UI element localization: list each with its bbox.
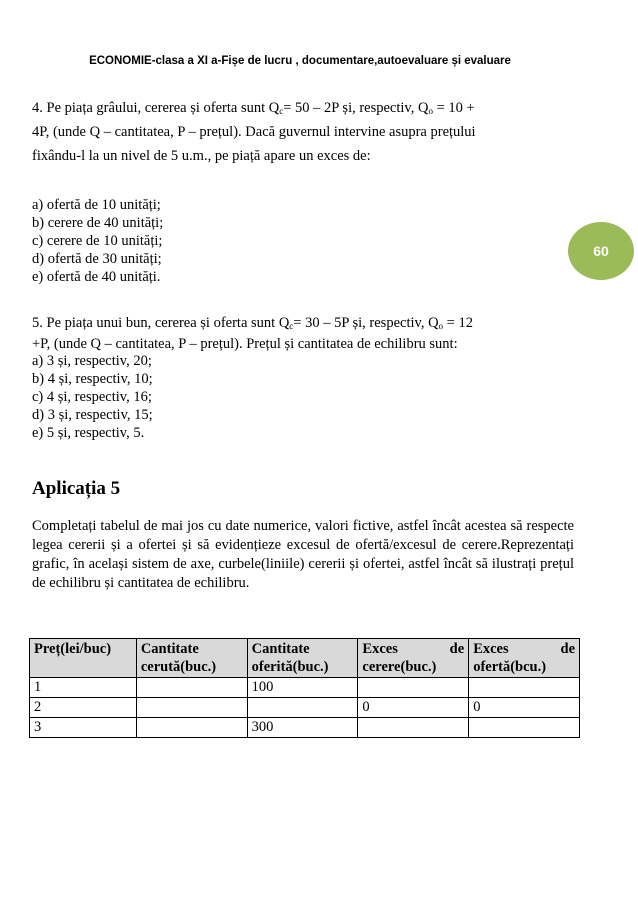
table-row: [30, 698, 580, 718]
q5-line1-post: = 12: [443, 315, 473, 331]
question-4-text: [32, 96, 574, 168]
q5-line1-mid: = 30 – 5P și, respectiv, Q: [293, 315, 439, 331]
supply-demand-table: [29, 638, 580, 738]
application-5-body: [32, 517, 574, 593]
question-5-text: [32, 313, 574, 355]
q5-line1-pre: 5. Pe piața unui bun, cererea și oferta sunt Q: [32, 315, 290, 331]
table-cell[interactable]: 3: [30, 718, 137, 738]
q4-line2: 4P, (unde Q – cantitatea, P – prețul). Dacă guvernul intervine asupra prețului: [32, 124, 476, 140]
question-4-options: [32, 196, 574, 286]
page-number: 60: [593, 243, 609, 259]
question-5: [32, 313, 574, 355]
table-row: [30, 718, 580, 738]
q4-sub-c: c: [279, 106, 284, 116]
header-title: ECONOMIE-clasa a XI a-Fișe de lucru , documentare,autoevaluare și evaluare: [89, 55, 511, 67]
q4-line1-post: = 10 +: [432, 100, 475, 116]
q5-sub-c: c: [289, 321, 294, 331]
q4-line3: fixându-l la un nivel de 5 u.m., pe piață apare un exces de:: [32, 148, 371, 164]
q4-option-a: a) ofertă de 10 unități;: [32, 197, 161, 213]
q4-option-e: e) ofertă de 40 unități.: [32, 269, 161, 285]
header-quantity-demanded: Cantitate cerută(buc.): [136, 639, 247, 678]
q5-sub-o: o: [438, 321, 444, 331]
question-5-options: [32, 352, 574, 442]
q5-option-d: d) 3 și, respectiv, 15;: [32, 407, 153, 423]
table-cell[interactable]: [247, 698, 358, 718]
q5-option-a: a) 3 și, respectiv, 20;: [32, 353, 152, 369]
table-cell[interactable]: 0: [358, 698, 469, 718]
table-cell[interactable]: [136, 698, 247, 718]
table-row: [30, 678, 580, 698]
table-cell[interactable]: [136, 678, 247, 698]
table-cell[interactable]: 1: [30, 678, 137, 698]
page-number-badge: [568, 222, 634, 280]
q4-line1-pre: 4. Pe piața grâului, cererea și oferta sunt Q: [32, 100, 280, 116]
q4-option-b: b) cerere de 40 unități;: [32, 215, 164, 231]
table-cell[interactable]: [358, 718, 469, 738]
q4-line1-mid: = 50 – 2P și, respectiv, Q: [283, 100, 429, 116]
header-excess-demand: Exces de cerere(buc.): [358, 639, 469, 678]
table-cell[interactable]: 0: [469, 698, 580, 718]
application-text: Completați tabelul de mai jos cu date numerice, valori fictive, astfel încât acestea să respecte legea cererii și a ofertei și să evidențieze excesul de ofertă/excesul de cerere.Reprezentați grafic, în același sistem de axe, curbele(liniile) cererii și ofertei, astfel încât să ilustrați prețul de echilibru și cantitatea de echilibru.: [32, 518, 574, 591]
header-excess-supply: Exces de ofertă(bcu.): [469, 639, 580, 678]
q4-sub-o: o: [428, 106, 433, 116]
q5-option-c: c) 4 și, respectiv, 16;: [32, 389, 152, 405]
q5-line2: +P, (unde Q – cantitatea, P – prețul). Prețul și cantitatea de echilibru sunt:: [32, 336, 458, 352]
question-4: [32, 96, 574, 168]
page-header: [0, 55, 638, 67]
table-cell[interactable]: [136, 718, 247, 738]
q5-option-e: e) 5 și, respectiv, 5.: [32, 425, 145, 441]
q4-option-d: d) ofertă de 30 unități;: [32, 251, 162, 267]
header-price: Preț(lei/buc): [30, 639, 137, 678]
application-5: [32, 478, 574, 500]
table-header-row: [30, 639, 580, 678]
q4-option-c: c) cerere de 10 unități;: [32, 233, 163, 249]
table-cell[interactable]: [469, 718, 580, 738]
table-cell[interactable]: 300: [247, 718, 358, 738]
header-quantity-supplied: Cantitate oferită(buc.): [247, 639, 358, 678]
table-cell[interactable]: [469, 678, 580, 698]
table-cell[interactable]: [358, 678, 469, 698]
application-title: Aplicația 5: [32, 478, 121, 499]
table-cell[interactable]: 2: [30, 698, 137, 718]
table-cell[interactable]: 100: [247, 678, 358, 698]
q5-option-b: b) 4 și, respectiv, 10;: [32, 371, 153, 387]
